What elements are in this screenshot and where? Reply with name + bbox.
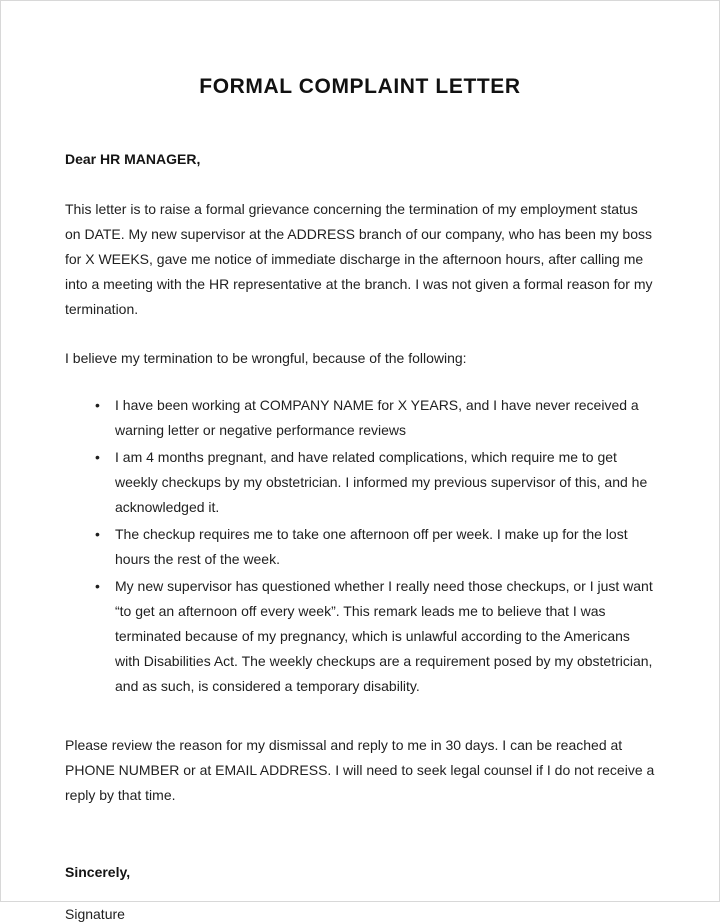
closing-paragraph: Please review the reason for my dismissal and reply to me in 30 days. I can be reached at PHONE NUMBER or at EMAIL ADDRESS. I will need to seek legal counsel if I do not receive a reply by that time.	[65, 737, 655, 803]
page-title: FORMAL COMPLAINT LETTER	[199, 75, 521, 98]
closing-salutation: Sincerely,	[65, 864, 131, 880]
body-paragraph-2: I believe my termination to be wrongful, because of the following:	[65, 350, 467, 366]
letter-closing	[1, 864, 719, 922]
salutation: Dear HR MANAGER,	[65, 151, 201, 167]
grievance-list	[65, 393, 655, 699]
list-item: • My new supervisor has questioned whether I really need those checkups, or I just want “to get an afternoon off every week”. This remark leads me to believe that I was terminated because of my pregnancy, which is unlawful according to the Americans with Disabilities Act. The weekly checkups are a requirement posed by my obstetrician, and as such, is considered a temporary disability.	[91, 574, 655, 699]
list-item: • The checkup requires me to take one afternoon off per week. I make up for the lost hours the rest of the week.	[91, 522, 655, 572]
body-paragraph-1: This letter is to raise a formal grievance concerning the termination of my employment status on DATE. My new supervisor at the ADDRESS branch of our company, who has been my boss for X WEEKS, gave me notice of immediate discharge in the afternoon hours, after calling me into a meeting with the HR representative at the branch. I was not given a formal reason for my termination.	[65, 201, 653, 317]
list-item: • I am 4 months pregnant, and have related complications, which require me to get weekly checkups by my obstetrician. I informed my previous supervisor of this, and he acknowledged it.	[91, 445, 655, 520]
signature-line: Signature	[65, 906, 125, 922]
list-item: • I have been working at COMPANY NAME for X YEARS, and I have never received a warning letter or negative performance reviews	[91, 393, 655, 443]
letter-body	[1, 197, 719, 808]
